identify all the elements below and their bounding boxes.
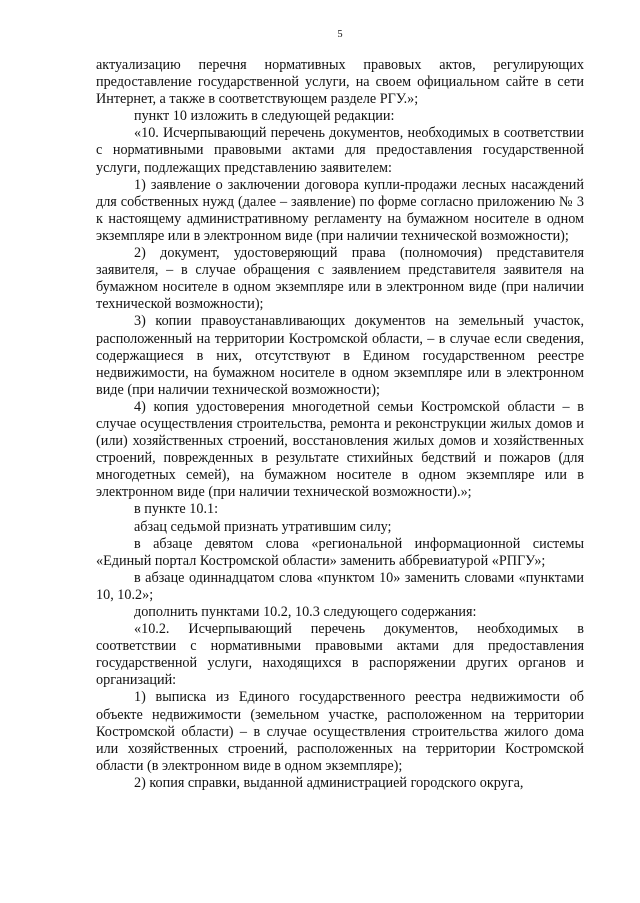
paragraph: дополнить пунктами 10.2, 10.3 следующего содержания: bbox=[134, 604, 477, 620]
paragraph: 3) копии правоустанавливающих документов на земельный участок, расположенный на территории Костромской области, – в случае если сведения, содержащиеся в них, отсутствуют в Едином государственном реестре недвижимости, на бумажном носителе в одном экземпляре или в электронном виде (при наличии технической возможности); bbox=[96, 313, 584, 398]
page-number: 5 bbox=[337, 29, 343, 40]
paragraph: «10.2. Исчерпывающий перечень документов, необходимых в соответствии с нормативными правовыми актами для предоставления государственной услуги, находящихся в распоряжении других органов и организаций: bbox=[96, 621, 584, 689]
paragraph: «10. Исчерпывающий перечень документов, необходимых в соответствии с нормативными правовыми актами для предоставления государственной услуги, подлежащих представлению заявителем: bbox=[96, 125, 584, 176]
paragraph: 1) заявление о заключении договора купли-продажи лесных насаждений для собственных нужд (далее – заявление) по форме согласно приложению № 3 к настоящему административному регламенту на бумажном носителе в одном экземпляре или в электронном виде (при наличии технической возможности); bbox=[96, 176, 584, 244]
paragraph: 2) копия справки, выданной администрацией городского округа, bbox=[134, 774, 524, 791]
paragraph: 2) документ, удостоверяющий права (полномочия) представителя заявителя, – в случае обращения с заявлением представителя заявителя на бумажном носителе в одном экземпляре или в электронном виде (при наличии технической возможности); bbox=[96, 245, 584, 313]
paragraph: в абзаце одиннадцатом слова «пунктом 10» заменить словами «пунктами 10, 10.2»; bbox=[96, 569, 584, 603]
paragraph: 4) копия удостоверения многодетной семьи Костромской области – в случае осуществления строительства, ремонта и реконструкции жилых домов и (или) хозяйственных строений, восстановления жилых домов и хозяйственных строений, поврежденных в результате стихийных бедствий и пожаров (для многодетных семей), на бумажном носителе в одном экземпляре или в электронном виде (при наличии технической возможности).»; bbox=[96, 398, 584, 501]
paragraph: 1) выписка из Единого государственного реестра недвижимости об объекте недвижимости (земельном участке, расположенном на территории Костромской области) – в случае осуществления строительства жилого дома или хозяйственных строений, расположенных на территории Костромской области (в электронном виде в одном экземпляре); bbox=[96, 689, 584, 774]
paragraph: в абзаце девятом слова «региональной информационной системы «Единый портал Костромской области» заменить аббревиатурой «РПГУ»; bbox=[96, 535, 584, 569]
document-body bbox=[96, 57, 584, 792]
paragraph: абзац седьмой признать утратившим силу; bbox=[134, 518, 392, 535]
paragraph: в пункте 10.1: bbox=[134, 501, 219, 518]
paragraph: пункт 10 изложить в следующей редакции: bbox=[134, 108, 395, 125]
paragraph: актуализацию перечня нормативных правовых актов, регулирующих предоставление государственной услуги, на своем официальном сайте в сети Интернет, а также в соответствующем разделе РГУ.»; bbox=[96, 57, 584, 108]
